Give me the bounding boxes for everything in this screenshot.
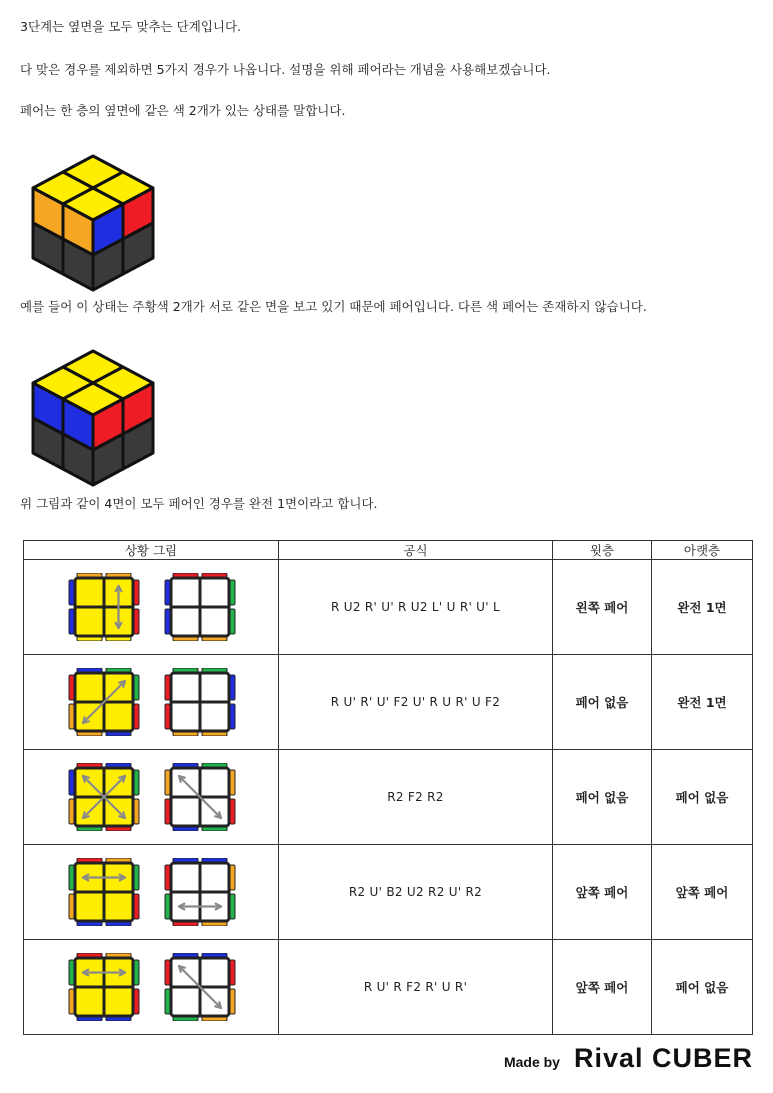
top-layer-diagram — [66, 858, 140, 926]
table-row — [24, 560, 753, 655]
side-sticker — [165, 989, 170, 1014]
bottom-layer-diagram — [162, 763, 236, 831]
situation-cell — [24, 940, 279, 1035]
side-sticker — [230, 580, 235, 605]
top-layer-cell: 앞쪽 페어 — [553, 940, 652, 1035]
side-sticker — [134, 609, 139, 634]
bottom-layer-diagram — [162, 668, 236, 736]
bottom-layer-diagram — [162, 573, 236, 641]
situation-cell — [24, 560, 279, 655]
situation-cell — [24, 845, 279, 940]
top-layer-cell: 왼쪽 페어 — [553, 560, 652, 655]
side-sticker — [165, 865, 170, 890]
situation-cell — [24, 655, 279, 750]
top-layer-diagram — [66, 763, 140, 831]
side-sticker — [230, 675, 235, 700]
side-sticker — [165, 609, 170, 634]
side-sticker — [230, 799, 235, 824]
side-sticker — [165, 580, 170, 605]
formula-cell: R2 F2 R2 — [279, 750, 553, 845]
paragraph-1: 3단계는 옆면을 모두 맞추는 단계입니다. — [20, 19, 242, 34]
formula-cell: R U' R F2 R' U R' — [279, 940, 553, 1035]
side-sticker — [69, 989, 74, 1014]
header-bottom-layer: 아랫층 — [652, 541, 753, 560]
side-sticker — [134, 960, 139, 985]
side-sticker — [69, 770, 74, 795]
side-sticker — [69, 894, 74, 919]
formula-cell: R2 U' B2 U2 R2 U' R2 — [279, 845, 553, 940]
side-sticker — [165, 770, 170, 795]
side-sticker — [69, 704, 74, 729]
top-layer-diagram — [66, 573, 140, 641]
side-sticker — [69, 609, 74, 634]
side-sticker — [69, 799, 74, 824]
side-sticker — [69, 675, 74, 700]
paragraph-2: 다 맞은 경우를 제외하면 5가지 경우가 나옵니다. 설명을 위해 페어라는 개념을 사용해보겠습니다. — [20, 62, 551, 77]
made-by-label: Made by — [503, 1054, 560, 1070]
side-sticker — [134, 675, 139, 700]
side-sticker — [134, 704, 139, 729]
side-sticker — [134, 894, 139, 919]
side-sticker — [134, 799, 139, 824]
table-row — [24, 845, 753, 940]
side-sticker — [134, 865, 139, 890]
side-sticker — [165, 894, 170, 919]
table-header-row — [24, 541, 753, 560]
bottom-layer-cell: 완전 1면 — [652, 655, 753, 750]
top-layer-diagram — [66, 668, 140, 736]
header-top-layer: 윗층 — [553, 541, 652, 560]
formula-cell: R U2 R' U' R U2 L' U R' U' L — [279, 560, 553, 655]
table-row — [24, 750, 753, 845]
side-sticker — [230, 960, 235, 985]
paragraph-5: 위 그림과 같이 4면이 모두 페어인 경우를 완전 1면이라고 합니다. — [20, 496, 378, 511]
side-sticker — [69, 960, 74, 985]
side-sticker — [165, 675, 170, 700]
side-sticker — [134, 989, 139, 1014]
bottom-layer-cell: 앞쪽 페어 — [652, 845, 753, 940]
situation-cell — [24, 750, 279, 845]
side-sticker — [230, 770, 235, 795]
top-layer-diagram — [66, 953, 140, 1021]
side-sticker — [230, 989, 235, 1014]
side-sticker — [165, 960, 170, 985]
table-row — [24, 940, 753, 1035]
side-sticker — [230, 865, 235, 890]
top-layer-cell: 앞쪽 페어 — [553, 845, 652, 940]
bottom-layer-cell: 페어 없음 — [652, 940, 753, 1035]
side-sticker — [165, 704, 170, 729]
bottom-layer-cell: 완전 1면 — [652, 560, 753, 655]
header-situation: 상황 그림 — [24, 541, 279, 560]
paragraph-4: 예를 들어 이 상태는 주황색 2개가 서로 같은 면을 보고 있기 때문에 페어입니다. 다른 색 페어는 존재하지 않습니다. — [20, 299, 647, 314]
side-sticker — [230, 704, 235, 729]
side-sticker — [230, 609, 235, 634]
footer-credit — [504, 1043, 753, 1074]
formula-cell: R U' R' U' F2 U' R U R' U F2 — [279, 655, 553, 750]
brand-name: Rival CUBER — [573, 1043, 753, 1073]
bottom-layer-diagram — [162, 858, 236, 926]
side-sticker — [230, 894, 235, 919]
side-sticker — [165, 799, 170, 824]
bottom-layer-cell: 페어 없음 — [652, 750, 753, 845]
cube-illustration-full-pairs — [27, 345, 159, 487]
side-sticker — [134, 770, 139, 795]
side-sticker — [69, 865, 74, 890]
table-row — [24, 655, 753, 750]
header-formula: 공식 — [279, 541, 553, 560]
paragraph-3: 페어는 한 층의 옆면에 같은 색 2개가 있는 상태를 말합니다. — [20, 103, 346, 118]
cube-illustration-single-pair — [27, 150, 159, 292]
top-layer-cell: 페어 없음 — [553, 750, 652, 845]
side-sticker — [134, 580, 139, 605]
top-layer-cell: 페어 없음 — [553, 655, 652, 750]
side-sticker — [69, 580, 74, 605]
algorithm-table — [23, 540, 753, 1035]
bottom-layer-diagram — [162, 953, 236, 1021]
